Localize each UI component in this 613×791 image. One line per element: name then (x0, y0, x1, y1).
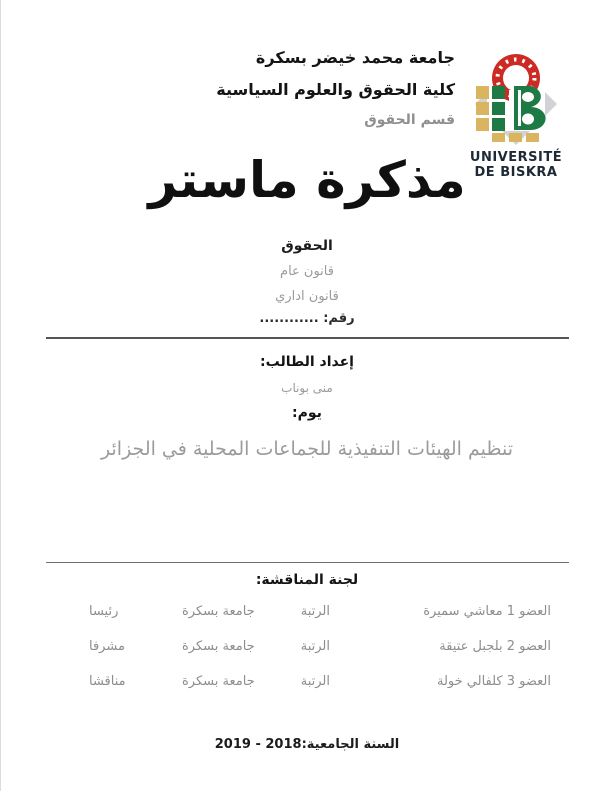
committee-member-rank: الرتبة (300, 604, 331, 619)
logo-caption-line1: UNIVERSITÉ (469, 150, 563, 165)
field-label: الحقوق (281, 238, 333, 254)
committee-member-role: رئيسا (89, 604, 119, 619)
committee-member-name: العضو 3 كلفالي خولة (436, 674, 551, 689)
prepared-by-label: إعداد الطالب: (260, 354, 354, 370)
main-title: مذكرة ماستر (148, 151, 466, 209)
table-row (89, 604, 551, 639)
divider-committee (46, 562, 569, 563)
committee-member-university: جامعة بسكرة (182, 674, 255, 689)
thesis-title: تنظيم الهيئات التنفيذية للجماعات المحلية في الجزائر (101, 438, 513, 460)
committee-member-rank: الرتبة (300, 674, 331, 689)
committee-member-university: جامعة بسكرة (182, 604, 255, 619)
committee-member-rank: الرتبة (300, 639, 331, 654)
faculty-name: كلية الحقوق والعلوم السياسية (216, 80, 455, 99)
table-row (89, 674, 551, 709)
student-name: منى بوناب (281, 381, 333, 395)
university-name: جامعة محمد خيضر بسكرة (255, 48, 455, 67)
university-emblem-icon (465, 50, 567, 150)
committee-table (89, 604, 551, 709)
academic-year: السنة الجامعية:2018 - 2019 (214, 737, 400, 752)
specialty-public-law: قانون عام (280, 264, 334, 279)
committee-member-role: مناقشا (89, 674, 126, 689)
registration-number: رقم: ............ (259, 311, 355, 326)
committee-member-role: مشرفا (89, 639, 125, 654)
institution-header (216, 48, 455, 128)
day-label: يوم: (292, 405, 322, 421)
committee-heading: لجنة المناقشة: (255, 572, 359, 588)
committee-member-name: العضو 2 بلجبل عتيقة (439, 639, 551, 654)
specialty-admin-law: قانون اداري (275, 289, 339, 304)
department-name: قسم الحقوق (364, 112, 455, 128)
committee-member-name: العضو 1 معاشي سميرة (423, 604, 551, 619)
committee-member-university: جامعة بسكرة (182, 639, 255, 654)
divider-top (46, 337, 569, 339)
logo-caption-line2: DE BISKRA (474, 164, 558, 180)
table-row (89, 639, 551, 674)
